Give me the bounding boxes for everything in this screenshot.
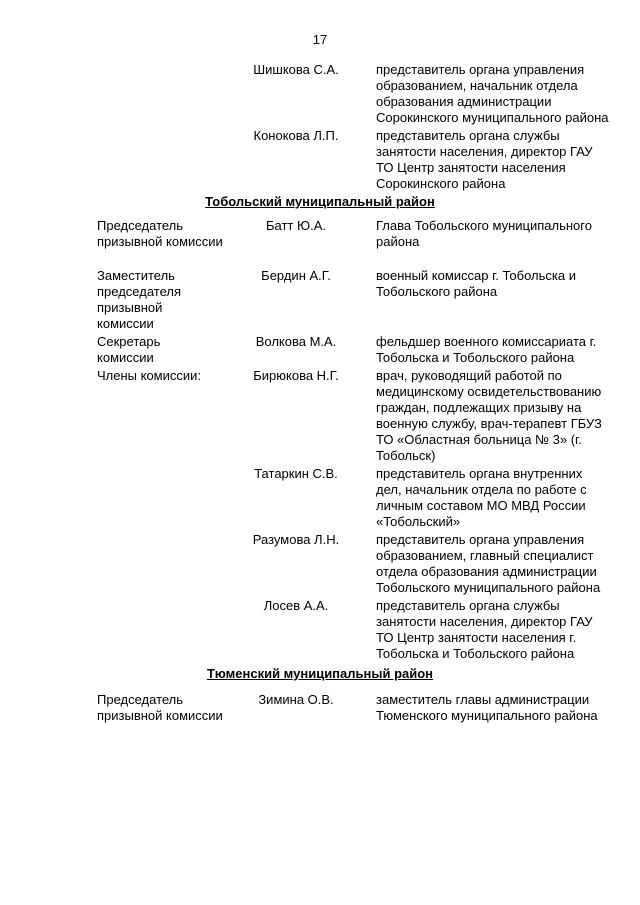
member-position: представитель органа управления образованием, главный специалист отдела образования администрации Тобольского муниципального района — [376, 532, 601, 595]
member-name: Конокова Л.П. — [253, 128, 339, 143]
member-name: Бирюкова Н.Г. — [253, 368, 339, 383]
member-name: Лосев А.А. — [263, 598, 329, 613]
member-position: представитель органа внутренних дел, начальник отдела по работе с личным составом МО МВД России «Тобольский» — [376, 466, 587, 529]
member-row — [0, 62, 640, 126]
member-row — [0, 532, 640, 596]
member-row — [0, 268, 640, 332]
member-row — [0, 368, 640, 464]
section-title: Тюменский муниципальный район — [206, 666, 434, 681]
member-position: Глава Тобольского муниципального района — [376, 218, 592, 249]
member-position: представитель органа службы занятости населения, директор ГАУ ТО Центр занятости населения г. Тобольска и Тобольского района — [376, 598, 593, 661]
member-name: Разумова Л.Н. — [252, 532, 340, 547]
page-number: 17 — [312, 32, 328, 47]
member-row — [0, 466, 640, 530]
member-role: Председатель призывной комиссии — [97, 692, 223, 723]
member-row — [0, 128, 640, 192]
member-position: представитель органа управления образованием, начальник отдела образования администрации Сорокинского муниципального района — [376, 62, 609, 125]
member-position: заместитель главы администрации Тюменского муниципального района — [376, 692, 598, 723]
commission-list — [0, 62, 640, 740]
member-position: представитель органа службы занятости населения, директор ГАУ ТО Центр занятости населения Сорокинского района — [376, 128, 593, 191]
member-position: военный комиссар г. Тобольска и Тобольского района — [376, 268, 576, 299]
member-position: врач, руководящий работой по медицинскому освидетельствованию граждан, подлежащих призыву на военную службу, врач-терапевт ГБУЗ ТО «Областная больница № 3» (г. Тобольск) — [376, 368, 602, 463]
member-role: Заместитель председателя призывной комиссии — [97, 268, 182, 331]
member-row — [0, 598, 640, 662]
member-row — [0, 218, 640, 266]
member-name: Татаркин С.В. — [254, 466, 338, 481]
section-title: Тобольский муниципальный район — [205, 194, 435, 209]
member-name: Волкова М.А. — [255, 334, 337, 349]
member-name: Бердин А.Г. — [261, 268, 331, 283]
member-position: фельдшер военного комиссариата г. Тобольска и Тобольского района — [376, 334, 597, 365]
member-name: Шишкова С.А. — [253, 62, 339, 77]
member-role: Председатель призывной комиссии — [97, 218, 223, 249]
member-role: Члены комиссии: — [97, 368, 202, 383]
member-name: Зимина О.В. — [258, 692, 334, 707]
member-row — [0, 692, 640, 740]
member-name: Батт Ю.А. — [265, 218, 327, 233]
member-row — [0, 334, 640, 366]
member-role: Секретарь комиссии — [97, 334, 161, 365]
